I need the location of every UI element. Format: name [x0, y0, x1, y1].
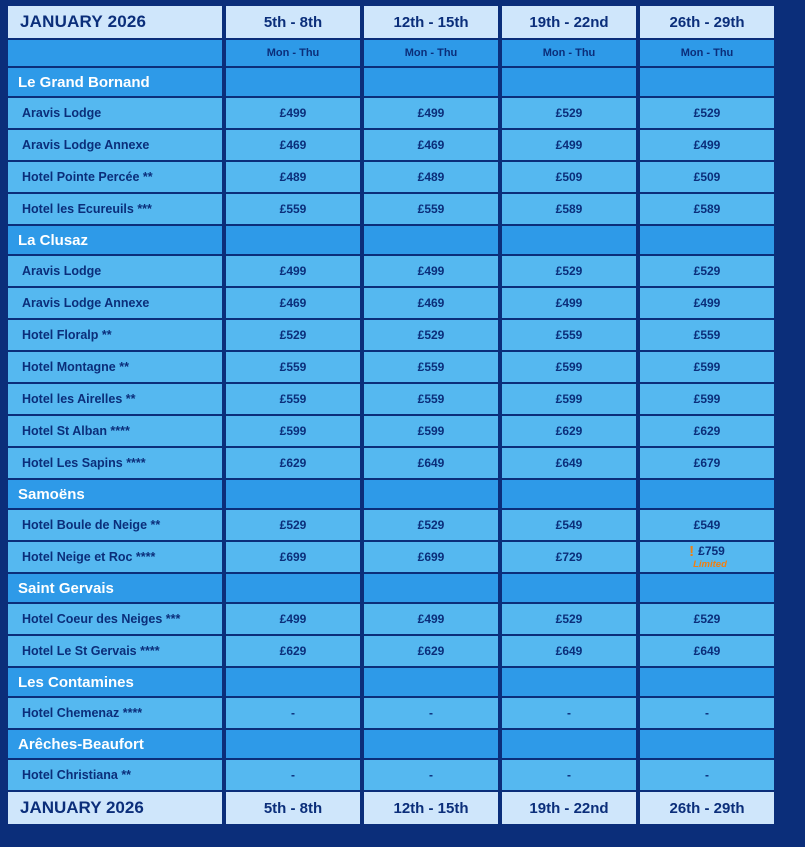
price-value: £499 [417, 612, 445, 626]
column-header-date-2: 19th - 22nd [502, 6, 636, 38]
price-value: £559 [555, 328, 583, 342]
resort-fill-2-1 [364, 480, 498, 508]
table-row [8, 320, 805, 350]
price-value: £599 [555, 360, 583, 374]
price-value: £499 [417, 264, 445, 278]
price-value: - [429, 768, 433, 782]
resort-group-row [8, 226, 805, 254]
price-cell [364, 510, 498, 540]
price-value: £589 [693, 202, 721, 216]
hotel-name: Hotel Boule de Neige ** [8, 510, 222, 540]
hotel-name: Hotel Christiana ** [8, 760, 222, 790]
resort-fill-5-3 [640, 730, 774, 758]
price-cell [226, 636, 360, 666]
footer-column-date-2: 19th - 22nd [502, 792, 636, 824]
price-value: £599 [555, 392, 583, 406]
price-value: £529 [417, 518, 445, 532]
price-value: £529 [417, 328, 445, 342]
row-spacer [778, 604, 805, 634]
price-value: £559 [417, 392, 445, 406]
price-cell [640, 194, 774, 224]
price-value: £529 [279, 328, 307, 342]
price-cell [226, 352, 360, 382]
resort-spacer-2 [778, 480, 805, 508]
resort-group-row [8, 68, 805, 96]
resort-spacer-1 [778, 226, 805, 254]
price-value: - [291, 768, 295, 782]
price-cell [364, 542, 498, 572]
footer-column-date-1: 12th - 15th [364, 792, 498, 824]
price-cell [364, 98, 498, 128]
price-value: £699 [417, 550, 445, 564]
price-cell [226, 162, 360, 192]
resort-name-5: Arêches-Beaufort [8, 730, 222, 758]
row-spacer [778, 636, 805, 666]
hotel-name: Aravis Lodge Annexe [8, 288, 222, 318]
price-cell [364, 636, 498, 666]
price-cell [226, 384, 360, 414]
resort-fill-5-2 [502, 730, 636, 758]
price-value: £529 [693, 106, 721, 120]
price-value: £549 [555, 518, 583, 532]
resort-group-row [8, 730, 805, 758]
hotel-name: Aravis Lodge [8, 256, 222, 286]
hotel-name: Hotel St Alban **** [8, 416, 222, 446]
resort-group-row [8, 668, 805, 696]
price-cell [502, 288, 636, 318]
price-cell [640, 98, 774, 128]
price-value: £599 [693, 392, 721, 406]
column-header-days-1: Mon - Thu [364, 40, 498, 66]
price-cell [640, 416, 774, 446]
resort-fill-1-2 [502, 226, 636, 254]
table-subheader-row [8, 40, 805, 66]
price-cell [226, 288, 360, 318]
price-cell [502, 130, 636, 160]
price-cell [502, 698, 636, 728]
price-value: £599 [417, 424, 445, 438]
price-cell [364, 604, 498, 634]
resort-name-0: Le Grand Bornand [8, 68, 222, 96]
price-cell [364, 194, 498, 224]
resort-fill-4-1 [364, 668, 498, 696]
resort-fill-0-3 [640, 68, 774, 96]
hotel-name: Hotel Floralp ** [8, 320, 222, 350]
resort-fill-5-1 [364, 730, 498, 758]
resort-fill-2-0 [226, 480, 360, 508]
price-value: £469 [279, 138, 307, 152]
price-value: £649 [417, 456, 445, 470]
price-value: £529 [555, 612, 583, 626]
price-cell [502, 320, 636, 350]
resort-spacer-0 [778, 68, 805, 96]
price-value: £629 [693, 424, 721, 438]
row-spacer [778, 448, 805, 478]
resort-fill-3-0 [226, 574, 360, 602]
price-cell [502, 194, 636, 224]
price-table [4, 4, 805, 826]
table-row [8, 604, 805, 634]
price-value: £649 [555, 644, 583, 658]
price-value: £499 [279, 612, 307, 626]
table-header-row [8, 6, 805, 38]
subheader-spacer-right [778, 40, 805, 66]
price-value: £759 [698, 544, 725, 559]
resort-group-row [8, 480, 805, 508]
subheader-spacer-left [8, 40, 222, 66]
page-title: JANUARY 2026 [8, 6, 222, 38]
price-cell [364, 416, 498, 446]
table-row [8, 448, 805, 478]
price-cell [640, 384, 774, 414]
price-cell [502, 98, 636, 128]
resort-fill-3-1 [364, 574, 498, 602]
hotel-name: Hotel Neige et Roc **** [8, 542, 222, 572]
price-cell [226, 542, 360, 572]
price-cell [502, 256, 636, 286]
row-spacer [778, 130, 805, 160]
price-value: - [567, 768, 571, 782]
resort-spacer-5 [778, 730, 805, 758]
price-cell [640, 256, 774, 286]
table-row [8, 510, 805, 540]
price-value: - [705, 706, 709, 720]
resort-spacer-4 [778, 668, 805, 696]
column-header-days-3: Mon - Thu [640, 40, 774, 66]
price-cell [502, 510, 636, 540]
row-spacer [778, 162, 805, 192]
price-cell [640, 604, 774, 634]
row-spacer [778, 194, 805, 224]
row-spacer [778, 352, 805, 382]
hotel-name: Hotel Coeur des Neiges *** [8, 604, 222, 634]
price-value: £499 [417, 106, 445, 120]
price-cell [640, 698, 774, 728]
price-value: £589 [555, 202, 583, 216]
price-value: £469 [417, 296, 445, 310]
price-cell [226, 416, 360, 446]
price-value: £509 [693, 170, 721, 184]
table-row [8, 384, 805, 414]
table-row [8, 542, 805, 572]
price-value: £559 [417, 202, 445, 216]
price-cell [364, 384, 498, 414]
price-value: £599 [693, 360, 721, 374]
price-value: £529 [555, 264, 583, 278]
price-cell [640, 288, 774, 318]
price-value: £699 [279, 550, 307, 564]
table-row [8, 636, 805, 666]
price-value: - [429, 706, 433, 720]
price-value: £499 [693, 296, 721, 310]
hotel-name: Hotel Pointe Percée ** [8, 162, 222, 192]
price-cell [226, 194, 360, 224]
price-value: £489 [279, 170, 307, 184]
price-value: £679 [693, 456, 721, 470]
price-value: £559 [279, 360, 307, 374]
price-cell [226, 510, 360, 540]
table-row [8, 130, 805, 160]
resort-fill-4-0 [226, 668, 360, 696]
price-cell [502, 162, 636, 192]
row-spacer [778, 320, 805, 350]
footer-title: JANUARY 2026 [8, 792, 222, 824]
price-cell [640, 448, 774, 478]
hotel-name: Hotel les Ecureuils *** [8, 194, 222, 224]
price-cell [364, 352, 498, 382]
hotel-name: Hotel Montagne ** [8, 352, 222, 382]
price-value: £559 [693, 328, 721, 342]
row-spacer [778, 416, 805, 446]
price-cell [640, 760, 774, 790]
table-row [8, 416, 805, 446]
price-cell [364, 256, 498, 286]
price-value: £649 [693, 644, 721, 658]
row-spacer [778, 384, 805, 414]
price-cell [226, 130, 360, 160]
resort-fill-0-1 [364, 68, 498, 96]
price-cell [364, 162, 498, 192]
resort-fill-3-2 [502, 574, 636, 602]
price-cell [502, 760, 636, 790]
price-cell [502, 352, 636, 382]
resort-fill-1-3 [640, 226, 774, 254]
table-row [8, 698, 805, 728]
column-header-days-0: Mon - Thu [226, 40, 360, 66]
hotel-name: Aravis Lodge [8, 98, 222, 128]
resort-fill-1-1 [364, 226, 498, 254]
resort-name-3: Saint Gervais [8, 574, 222, 602]
table-row [8, 288, 805, 318]
resort-name-2: Samoëns [8, 480, 222, 508]
price-cell [640, 636, 774, 666]
price-cell [640, 542, 774, 572]
price-value: £469 [417, 138, 445, 152]
column-header-days-2: Mon - Thu [502, 40, 636, 66]
table-row [8, 162, 805, 192]
price-cell [640, 130, 774, 160]
resort-fill-5-0 [226, 730, 360, 758]
price-cell [502, 448, 636, 478]
hotel-name: Hotel Le St Gervais **** [8, 636, 222, 666]
price-value: - [291, 706, 295, 720]
price-value: - [567, 706, 571, 720]
footer-column-date-0: 5th - 8th [226, 792, 360, 824]
footer-spacer [778, 792, 805, 824]
table-row [8, 256, 805, 286]
hotel-name: Aravis Lodge Annexe [8, 130, 222, 160]
resort-group-row [8, 574, 805, 602]
price-value: - [705, 768, 709, 782]
resort-fill-1-0 [226, 226, 360, 254]
price-value: £499 [693, 138, 721, 152]
price-cell [364, 130, 498, 160]
price-cell [502, 636, 636, 666]
table-row [8, 98, 805, 128]
price-cell [226, 604, 360, 634]
resort-spacer-3 [778, 574, 805, 602]
footer-column-date-3: 26th - 29th [640, 792, 774, 824]
resort-fill-4-2 [502, 668, 636, 696]
price-cell [502, 542, 636, 572]
warning-icon: ! [689, 543, 695, 560]
price-cell [226, 698, 360, 728]
price-cell [640, 320, 774, 350]
row-spacer [778, 698, 805, 728]
price-cell [364, 698, 498, 728]
price-value: £469 [279, 296, 307, 310]
price-cell [502, 416, 636, 446]
price-with-warning [687, 544, 727, 559]
resort-fill-0-0 [226, 68, 360, 96]
price-value: £499 [279, 264, 307, 278]
price-value: £649 [555, 456, 583, 470]
table-row [8, 194, 805, 224]
price-cell [226, 760, 360, 790]
price-cell [502, 384, 636, 414]
price-cell [502, 604, 636, 634]
price-value: £629 [555, 424, 583, 438]
resort-name-4: Les Contamines [8, 668, 222, 696]
price-value: £509 [555, 170, 583, 184]
price-value: £549 [693, 518, 721, 532]
price-value: £599 [279, 424, 307, 438]
column-header-date-1: 12th - 15th [364, 6, 498, 38]
price-cell [364, 448, 498, 478]
price-value: £499 [555, 138, 583, 152]
price-value: £629 [417, 644, 445, 658]
resort-fill-2-3 [640, 480, 774, 508]
price-cell [364, 760, 498, 790]
row-spacer [778, 760, 805, 790]
price-value: £629 [279, 644, 307, 658]
table-footer-row [8, 792, 805, 824]
resort-fill-3-3 [640, 574, 774, 602]
limited-label: Limited [693, 559, 727, 570]
row-spacer [778, 98, 805, 128]
column-header-date-3: 26th - 29th [640, 6, 774, 38]
price-cell [364, 288, 498, 318]
hotel-name: Hotel Les Sapins **** [8, 448, 222, 478]
price-value: £489 [417, 170, 445, 184]
hotel-name: Hotel les Airelles ** [8, 384, 222, 414]
price-cell [640, 162, 774, 192]
price-value: £729 [555, 550, 583, 564]
table-row [8, 760, 805, 790]
resort-fill-2-2 [502, 480, 636, 508]
resort-name-1: La Clusaz [8, 226, 222, 254]
price-value: £559 [279, 202, 307, 216]
header-spacer [778, 6, 805, 38]
price-value: £529 [555, 106, 583, 120]
price-cell [640, 352, 774, 382]
price-value: £529 [693, 264, 721, 278]
resort-fill-4-3 [640, 668, 774, 696]
price-cell [226, 98, 360, 128]
price-value: £629 [279, 456, 307, 470]
row-spacer [778, 288, 805, 318]
row-spacer [778, 510, 805, 540]
hotel-name: Hotel Chemenaz **** [8, 698, 222, 728]
price-value: £499 [555, 296, 583, 310]
price-value: £559 [279, 392, 307, 406]
price-cell [226, 448, 360, 478]
price-value: £529 [279, 518, 307, 532]
price-value: £499 [279, 106, 307, 120]
price-value: £559 [417, 360, 445, 374]
price-cell [364, 320, 498, 350]
price-cell [226, 256, 360, 286]
limited-availability-price [687, 544, 727, 570]
row-spacer [778, 542, 805, 572]
row-spacer [778, 256, 805, 286]
column-header-date-0: 5th - 8th [226, 6, 360, 38]
price-cell [226, 320, 360, 350]
resort-fill-0-2 [502, 68, 636, 96]
table-row [8, 352, 805, 382]
price-cell [640, 510, 774, 540]
price-value: £529 [693, 612, 721, 626]
